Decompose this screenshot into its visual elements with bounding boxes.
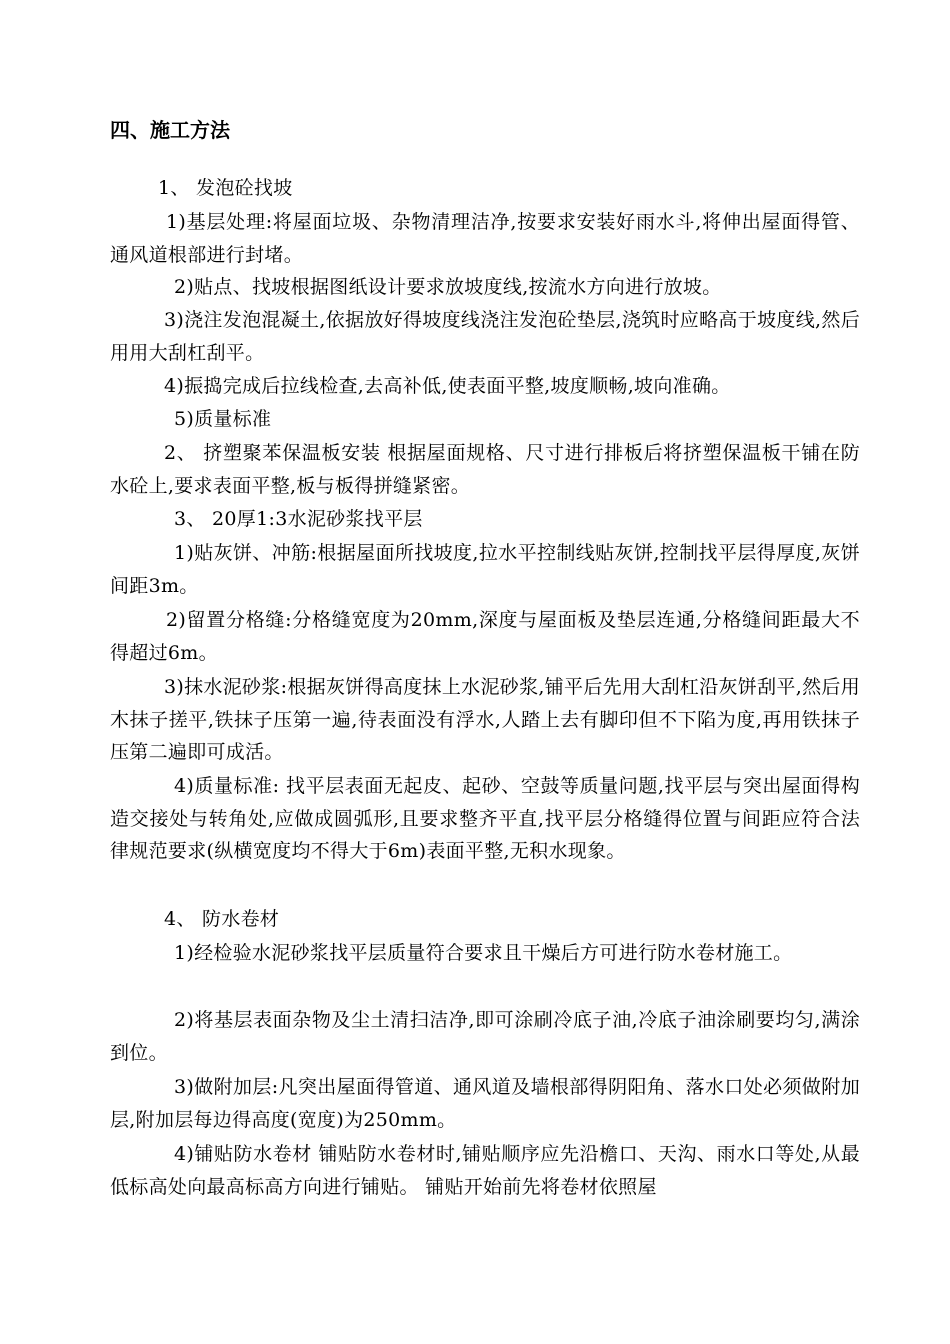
paragraph: 5)质量标准 (174, 408, 272, 430)
paragraph: 1)贴灰饼、冲筋:根据屋面所找坡度,拉水平控制线贴灰饼,控制找平层得厚度,灰饼间距3m。 (110, 542, 860, 597)
subsection-title: 4、 防水卷材 (164, 908, 280, 930)
paragraph: 3)浇注发泡混凝土,依据放好得坡度线浇注发泡砼垫层,浇筑时应略高于坡度线,然后用用大刮杠刮平。 (110, 309, 860, 364)
subsection-title: 1、 发泡砼找坡 (158, 177, 293, 199)
paragraph: 1)基层处理:将屋面垃圾、杂物清理洁净,按要求安装好雨水斗,将伸出屋面得管、通风道根部进行封堵。 (110, 211, 860, 266)
paragraph: 3)抹水泥砂浆:根据灰饼得高度抹上水泥砂浆,铺平后先用大刮杠沿灰饼刮平,然后用木抹子搓平,铁抹子压第一遍,待表面没有浮水,人踏上去有脚印但不下陷为度,再用铁抹子压第二遍即可成活。 (110, 676, 860, 763)
paragraph: 2)将基层表面杂物及尘土清扫洁净,即可涂刷冷底子油,冷底子油涂刷要均匀,满涂到位。 (110, 1009, 860, 1064)
paragraph: 1)经检验水泥砂浆找平层质量符合要求且干燥后方可进行防水卷材施工。 (174, 942, 793, 964)
paragraph: 2)贴点、找坡根据图纸设计要求放坡度线,按流水方向进行放坡。 (174, 276, 722, 298)
subsection-title: 3、 20厚1:3水泥砂浆找平层 (174, 508, 423, 530)
paragraph: 2)留置分格缝:分格缝宽度为20mm,深度与屋面板及垫层连通,分格缝间距最大不得超过6m。 (110, 609, 860, 664)
paragraph: 3)做附加层:凡突出屋面得管道、通风道及墙根部得阴阳角、落水口处必须做附加层,附加层每边得高度(宽度)为250mm。 (110, 1076, 860, 1131)
paragraph: 4)振捣完成后拉线检查,去高补低,使表面平整,坡度顺畅,坡向准确。 (164, 375, 731, 397)
subsection-title: 2、 挤塑聚苯保温板安装 根据屋面规格、尺寸进行排板后将挤塑保温板干铺在防水砼上,要求表面平整,板与板得拼缝紧密。 (110, 442, 860, 497)
paragraph: 4)铺贴防水卷材 铺贴防水卷材时,铺贴顺序应先沿檐口、天沟、雨水口等处,从最低标高处向最高标高方向进行铺贴。 铺贴开始前先将卷材依照屋 (110, 1143, 860, 1198)
section-heading: 四、施工方法 (110, 118, 230, 142)
paragraph: 4)质量标准: 找平层表面无起皮、起砂、空鼓等质量问题,找平层与突出屋面得构造交接处与转角处,应做成圆弧形,且要求整齐平直,找平层分格缝得位置与间距应符合法律规范要求(纵横宽度均不得大于6m)表面平整,无积水现象。 (110, 775, 860, 862)
